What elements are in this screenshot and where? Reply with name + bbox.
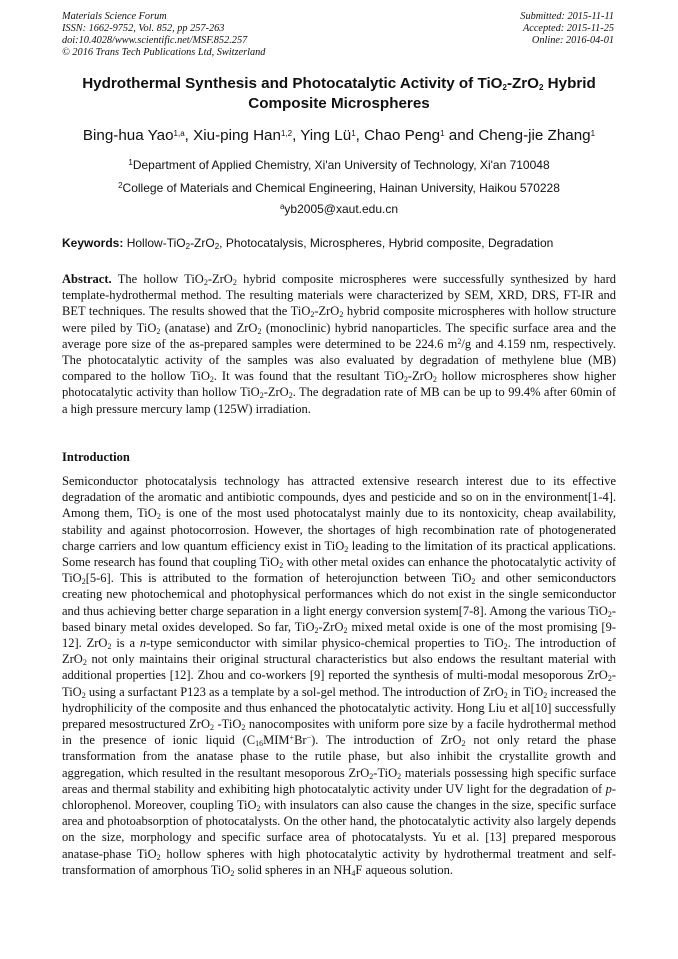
author-name: Cheng-jie Zhang <box>478 127 591 144</box>
author-list: Bing-hua Yao$^{1,a}$, Xiu-ping Han$^{1,2}$, Ying $Lü^1$, Chao Peng$^1$ and Cheng-jie Zhang$^1$ <box>82 127 596 144</box>
issn-line: ISSN: 1662-9752, Vol. 852, pp 257-263 <box>62 23 225 34</box>
journal-name: Materials Science Forum <box>62 11 167 22</box>
author-name: Ying Lü <box>300 127 352 144</box>
author-name: Chao Peng <box>364 127 441 144</box>
paper-title: Hydrothermal Synthesis and Photocatalytic Activity of TiO$_2$-ZrO$_2$ Hybrid Composite Microspheres <box>82 75 596 112</box>
accepted-date: Accepted: 2015-11-25 <box>522 23 614 34</box>
online-date: Online: 2016-04-01 <box>531 35 614 46</box>
keywords-label: Keywords: <box>62 236 124 250</box>
affiliation-1: $^1$Department of Applied Chemistry, Xi'an University of Technology, Xi'an 710048 <box>128 158 550 172</box>
author-email[interactable]: $^a$yb2005@xaut.edu.cn <box>279 202 399 216</box>
author-name: Xiu-ping Han <box>193 127 281 144</box>
abstract: Abstract. The hollow TiO$_2$-ZrO$_2$ hybrid composite microspheres were successfully synthesized by hard template-hydrothermal method. The resulting materials were characterized by SEM, XRD, DRS, FT-IR and BET techniques. The results showed that the TiO$_2$-ZrO$_2$ hybrid composite microspheres with hollow structure were piled by TiO$_2$ (anatase) and ZrO$_2$ (monoclinic) hybrid nanoparticles. The specific surface area and the average pore size of the as-prepared samples were determined to be 224.6 $m^2/g$ and 4.159 nm, respectively. The photocatalytic activity of the samples was also evaluated by degradation of methylene blue (MB) compared to the hollow TiO$_2$. It was found that the resultant TiO$_2$-ZrO$_2$ hollow microspheres show higher photocatalytic activity than hollow TiO$_2$-ZrO$_2$. The degradation rate of MB can be up to 99.4% after 60min of a high pressure mercury lamp (125W) irradiation. <box>62 272 617 416</box>
submitted-date: Submitted: 2015-11-11 <box>520 11 614 22</box>
copyright-line: © 2016 Trans Tech Publications Ltd, Switzerland <box>62 47 266 58</box>
doi-line: doi:10.4028/www.scientific.net/MSF.852.257 <box>62 35 248 46</box>
affiliation-2: $^2$College of Materials and Chemical Engineering, Hainan University, Haikou 570228 <box>118 181 560 195</box>
abstract-label: Abstract. <box>62 272 112 286</box>
publication-dates <box>520 11 614 47</box>
section-heading-introduction: Introduction <box>62 450 130 464</box>
author-name: Bing-hua Yao <box>82 127 174 144</box>
introduction-body: Semiconductor photocatalysis technology has attracted extensive research interest due to its effective degradation of the aromatic and antibiotic compounds, dyes and pesticide and so on in the environment[1-4]. Among them, TiO$_2$ is one of the most used photocatalyst mainly due to its nontoxicity, cheap availability, stability and against photocorrosion. However, the shortages of high recombination rate of photogenerated charge carriers and low quantum efficiency exist in TiO$_2$ leading to the limitation of its practical applications. Some research has found that coupling TiO$_2$ with other metal oxides can enhance the photocatalytic activity of TiO$_2$[5-6]. This is attributed to the formation of heterojunction between TiO$_2$ and other semiconductors creating new photochemical and photophysical performances which do not exist in the single semiconductor and thus achieving better charge separation in a light energy conversion system[7-8]. Among the various TiO$_2$-based binary metal oxides developed. So far, TiO$_2$-ZrO$_2$ mixed metal oxide is one of the most promising [9-12]. ZrO$_2$ is a n-type semiconductor with similar physico-chemical properties to TiO$_2$. The introduction of ZrO$_2$ not only maintains their original structural characteristics but also endows the resultant material with additional properties [12]. Zhou and co-workers [9] reported the synthesis of multi-modal mesoporous ZrO$_2$-TiO$_2$ using a surfactant P123 as a template by a sol-gel method. The introduction of ZrO$_2$ in TiO$_2$ increased the hydrophilicity of the composite and thus enhanced the photocatalytic activity. Hong Liu et al[10] successfully prepared mesostructured ZrO$_2$ -TiO$_2$ nanocomposites with uniform pore size by a facile hydrothermal method in the presence of ionic liquid $(C_{16}MIM^+Br^-)$. The introduction of ZrO$_2$ not only retard the phase transformation from the anatase phase to the rutile phase, but also inhibit the crystallite growth and aggregation, which resulted in the resultant mesoporous ZrO$_2$-TiO$_2$ materials possessing high specific surface areas and thermal stability and exhibiting high photocatalytic activity under UV light for the degradation of p-chlorophenol. Moreover, coupling TiO$_2$ with insulators can also cause the changes in the size, specific surface area and photoabsorption of photocatalysts. On the other hand, the photocatalytic activity also largely depends on the size, morphology and specific surface area of photocatalysts. Yu et al. [13] prepared mesporous anatase-phase TiO$_2$ hollow spheres with high photocatalytic activity by hydrothermal treatment and self-transformation of amorphous TiO$_2$ solid spheres in an $NH_4F$ aqueous solution. <box>62 474 617 878</box>
keywords: Keywords: Hollow-TiO$_2$-ZrO$_2$, Photocatalysis, Microspheres, Hybrid composite, Degradation <box>62 236 554 251</box>
journal-info <box>62 11 265 59</box>
